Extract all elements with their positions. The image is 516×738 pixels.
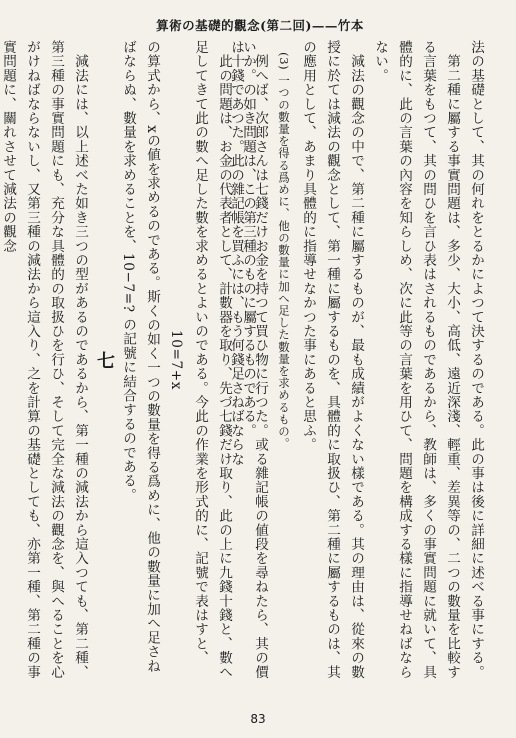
paragraph: いか。の如き問題は、この第三種のものに屬するものである。: [240, 40, 256, 438]
paragraph: 第二種に屬する事實問題は、多少、大小、高低、遠近深淺、輕重、差異等の、二つの數量を比較する言葉をもつて、其の問ひを言ひ表はされるものであるから、教師は、多くの事實問題に就いて、具體的に、此の言葉の內容を知らしめ、次に此等の言葉を用ひて、問題を構成する樣に指導せねばならない。: [372, 40, 460, 680]
paragraph: 例へば、次郎さんは七錢だけお金を持つて買ひ物に行つた。或る雜記帳の値段を尋ねたら、其の價は十錢であつた。此の雜記帳を買ふには、もう何錢足さねばならな: [228, 40, 268, 680]
paragraph: の算式から、xの値を求めるのである。斯くの如く一つの數量を得る爲めに、他の數量に加へ足さねばならぬ、數量を求めることを、10−7=? の記號に結合するのである。: [120, 40, 160, 674]
paragraph: 此の問題は、お金の代表者として、計數器を取り、先づ七錢だけ取り、此の上に九錢十錢と、數へ足してきて此の數へ足した數を求めるとよいのである。今此の作業を形式的に、記號で表はすと、: [192, 40, 232, 680]
definition-item: (3) 一つの數量を得る爲めに、他の數量に加へ足した數量を求めるもの。: [277, 52, 291, 450]
page-number: 83: [250, 712, 266, 726]
equation: 10=7+x: [168, 330, 184, 390]
paragraph: 法の基礎として、其の何れをとるかによつて決するのである。此の事は後に詳細に述べる事にする。: [468, 40, 484, 679]
paragraph: 減法には、以上述べた如き三つの型があるのであるから、第一種の減法から這入つても、第二種、第三種の事實問題にも、充分な具體的の取扱ひを行ひ、そして完全な減法の觀念を、與へることを心がけねばならないし、又第三種の減法から這入り、之を計算の基礎としても、亦第一種、第二種の事實問題に、關れさせて減法の觀念: [0, 40, 88, 680]
left-text-column: [0, 40, 260, 680]
running-head: 算術の基礎的觀念(第二回)——竹本: [156, 18, 364, 33]
section-number: 七: [94, 350, 115, 370]
paragraph: 減法の觀念の中で、第二種に屬するものが、最も成績がよくない樣である。其の理由は、從來の數授に於ては減法の觀念として、第一種に屬するものを、具體的に取扱ひ、第二種に屬するものは、其の應用として、あまり具體的に指導せなかつた事にあると思ふ。: [300, 40, 364, 680]
